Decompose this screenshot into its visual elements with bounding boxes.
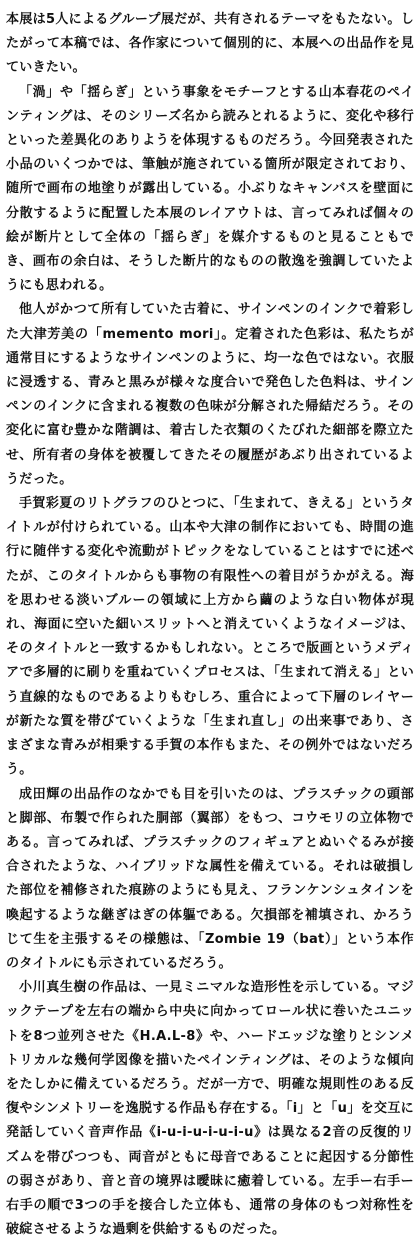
- paragraph-ogawa: 小川真生樹の作品は、一見ミニマルな造形性を示している。マジックテープを左右の端から中央に向かってロール状に巻いたユニットを8つ並列させた《H.A.L-8》や、ハードエッジな塗りとシンメトリカルな幾何学図像を描いたペインティングは、そのような傾向をたしかに備えているだろう。だが一方で、明確な規則性のある反復やシンメトリーを逸脱する作品も存在する。「i」と「u」を交互に発話していく音声作品《i-u-i-u-i-u-i-u》は異なる2音の反復的リズムを帯びつつも、両音がともに母音であることに起因する分節性の弱さがあり、音と音の境界は曖昧に癒着している。左手ー右手ー右手の順で3つの手を接合した立体も、通常の身体のもつ対称性を破綻させるような過剰を供給するものだった。: [6, 980, 414, 1238]
- paragraph-narita: 成田輝の出品作のなかでも目を引いたのは、プラスチックの頭部と脚部、布製で作られた胴部（翼部）をもつ、コウモリの立体物である。言ってみれば、プラスチックのフィギュアとぬいぐるみが接合されたような、ハイブリッドな属性を備えている。それは破損した部位を補修された痕跡のようにも見え、フランケンシュタインを喚起するような継ぎはぎの体軀である。欠損部を補填され、かろうじて生を主張するその様態は、「Zombie 19（bat）」という本作のタイトルにも示されているだろう。: [6, 786, 414, 971]
- paragraph-otsu: 他人がかつて所有していた古着に、サインペンのインクで着彩した大津芳美の「memento mori」。定着された色彩は、私たちが通常目にするようなサインペンのように、均一な色ではない。衣服に浸透する、青みと黒みが様々な度合いで発色した色料は、サインペンのインクに含まれる複数の色味が分解された帰結だろう。その変化に富む豊かな階調は、着古した衣類のくたびれた細部を際立たせ、所有者の身体を被覆してきたその履歴があぶり出されているようだった。: [6, 302, 414, 487]
- paragraph-intro: 本展は5人によるグループ展だが、共有されるテーマをもたない。したがって本稿では、各作家について個別的に、本展への出品作を見ていきたい。: [6, 12, 414, 76]
- paragraph-tega: 手賀彩夏のリトグラフのひとつに、「生まれて、きえる」というタイトルが付けられている。山本や大津の制作においても、時間の進行に随伴する変化や流動がトピックをなしていることはすでに述べたが、このタイトルからも事物の有限性への着目がうかがえる。海を思わせる淡いブルーの領域に上方から繭のような白い物体が現れ、海面に空いた細いスリットへと消えていくようなイメージは、そのタイトルと一致するかもしれない。ところで版画というメディアで多層的に刷りを重ねていくプロセスは、「生まれて消える」という直線的なものであるよりもむしろ、重合によって下層のレイヤーが新たな質を帯びていくような「生まれ直し」の出来事であり、さまざまな青みが相乗する手賀の本作もまた、その例外ではないだろう。: [6, 496, 414, 778]
- paragraph-yamamoto: 「渦」や「揺らぎ」という事象をモチーフとする山本春花のペインティングは、そのシリーズ名から読みとれるように、変化や移行といった差異化のありようを体現するものだろう。今回発表された小品のいくつかでは、筆触が施されている箇所が限定されており、随所で画布の地塗りが露出している。小ぶりなキャンバスを壁面に分散するように配置した本展のレイアウトは、言ってみれば個々の絵が断片として全体の「揺らぎ」を媒介するものと見ることもでき、画布の余白は、そうした断片的なものの散逸を強調していたようにも思われる。: [6, 84, 414, 294]
